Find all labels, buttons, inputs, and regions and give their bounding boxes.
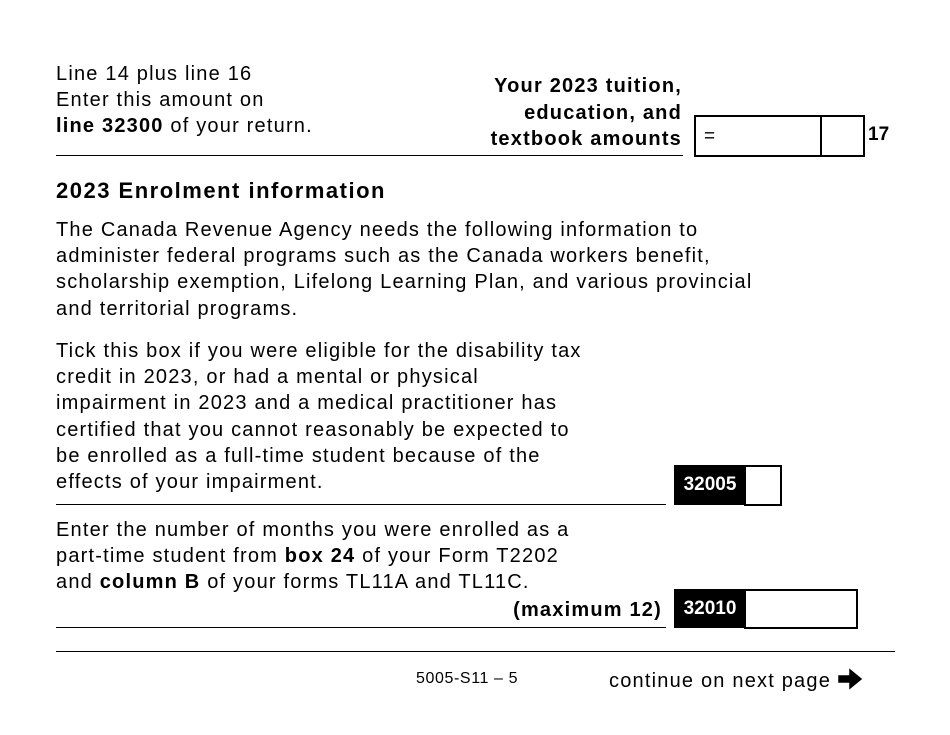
months-instructions bbox=[56, 517, 570, 596]
disability-line: impairment in 2023 and a medical practitioner has bbox=[56, 392, 558, 415]
disability-line: credit in 2023, or had a mental or physical bbox=[56, 366, 479, 389]
disability-checkbox[interactable] bbox=[744, 465, 782, 506]
code-32010-label: 32010 bbox=[674, 589, 746, 628]
months-line2 bbox=[56, 543, 570, 569]
intro-line: administer federal programs such as the Canada workers benefit, bbox=[56, 245, 711, 268]
months-line3-post: of your forms TL11A and TL11C. bbox=[200, 571, 530, 594]
continue-text: continue on next page bbox=[609, 670, 832, 692]
line17-underline bbox=[56, 155, 683, 156]
line17-instruction-line3-rest: of your return. bbox=[163, 115, 313, 138]
intro-line: The Canada Revenue Agency needs the following information to bbox=[56, 219, 699, 241]
tuition-amount-label bbox=[440, 73, 682, 153]
line17-instruction-line1: Line 14 plus line 16 bbox=[56, 63, 253, 85]
box-24-ref: box 24 bbox=[284, 545, 356, 568]
line17-instruction-line3 bbox=[56, 113, 313, 139]
disability-instructions bbox=[56, 338, 582, 495]
months-line1: Enter the number of months you were enrolled as a bbox=[56, 519, 570, 541]
line-32300-ref: line 32300 bbox=[56, 115, 164, 138]
months-input[interactable] bbox=[744, 589, 858, 629]
months-line3-pre: and bbox=[56, 571, 100, 594]
code-32005-label: 32005 bbox=[674, 465, 746, 505]
months-line2-pre: part-time student from bbox=[56, 545, 285, 568]
intro-line: and territorial programs. bbox=[56, 297, 299, 320]
footer-rule bbox=[56, 651, 895, 652]
disability-line: effects of your impairment. bbox=[56, 471, 324, 494]
disability-line: certified that you cannot reasonably be expected to bbox=[56, 418, 570, 441]
cents-divider bbox=[820, 117, 822, 155]
months-line2-post: of your Form T2202 bbox=[355, 545, 559, 568]
tuition-label-line2: education, and bbox=[524, 101, 682, 124]
tuition-label-line1: Your 2023 tuition, bbox=[494, 75, 682, 97]
maximum-note: (maximum 12) bbox=[513, 599, 662, 621]
form-id: 5005-S11 – 5 bbox=[416, 670, 519, 687]
months-underline bbox=[56, 627, 666, 628]
enrolment-heading: 2023 Enrolment information bbox=[56, 178, 386, 203]
months-line3 bbox=[56, 569, 570, 595]
line17-instruction-line2: Enter this amount on bbox=[56, 89, 265, 112]
disability-line: Tick this box if you were eligible for the disability tax bbox=[56, 340, 582, 362]
column-b-ref: column B bbox=[99, 571, 201, 594]
equals-sign: = bbox=[704, 126, 716, 147]
disability-line: be enrolled as a full-time student because of the bbox=[56, 444, 541, 467]
line17-instructions bbox=[56, 61, 313, 140]
intro-line: scholarship exemption, Lifelong Learning Plan, and various provincial bbox=[56, 271, 753, 294]
disability-underline bbox=[56, 504, 666, 505]
continue-next-page[interactable] bbox=[609, 667, 863, 696]
enrolment-intro bbox=[56, 217, 753, 322]
line-number-17: 17 bbox=[868, 124, 890, 145]
tuition-amount-field[interactable] bbox=[694, 115, 865, 157]
arrow-right-icon bbox=[837, 667, 863, 696]
tuition-label-line3: textbook amounts bbox=[490, 128, 682, 150]
